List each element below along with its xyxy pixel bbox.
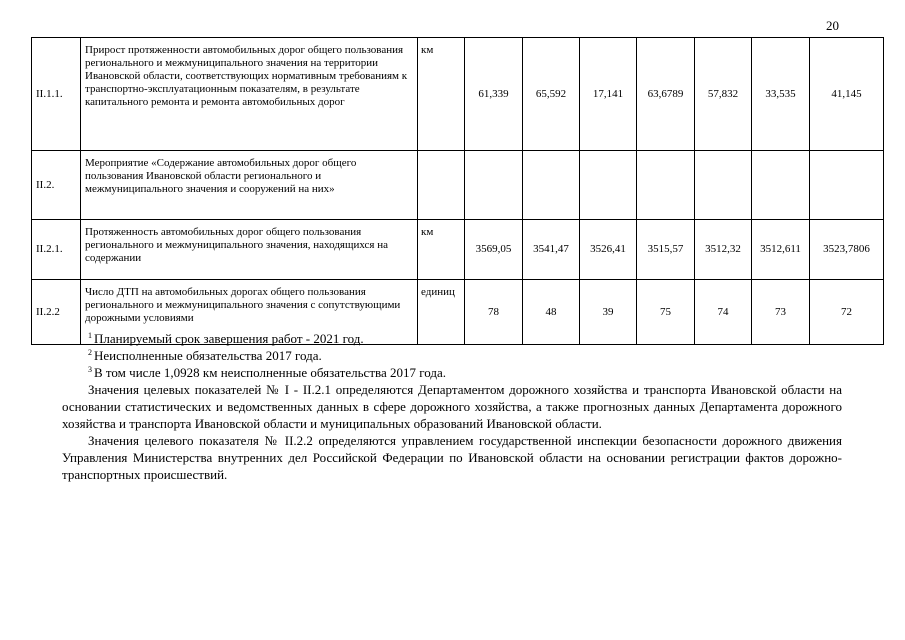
value-cell: 73 — [752, 280, 810, 345]
value-cell: 65,592 — [523, 38, 580, 151]
footnote-mark: 3 — [88, 365, 92, 374]
value-cell: 75 — [637, 280, 695, 345]
table-row — [32, 38, 884, 151]
row-unit — [418, 151, 465, 220]
footnote-text: В том числе 1,0928 км неисполненные обязательства 2017 года. — [94, 365, 447, 380]
value-cell — [637, 151, 695, 220]
value-cell: 17,141 — [580, 38, 637, 151]
value-cell: 63,6789 — [637, 38, 695, 151]
value-cell: 48 — [523, 280, 580, 345]
value-cell: 72 — [810, 280, 884, 345]
value-cell: 3541,47 — [523, 220, 580, 280]
indicators-table — [31, 37, 884, 345]
body-paragraph: Значения целевого показателя № II.2.2 определяются управлением государственной инспекции безопасности дорожного движения Управления Министерства внутренних дел Российской Федерации по Ивановской области на основании регистрации фактов дорожно-транспортных происшествий. — [62, 433, 842, 482]
table-row — [32, 220, 884, 280]
value-cell: 33,535 — [752, 38, 810, 151]
value-cell: 41,145 — [810, 38, 884, 151]
value-cell — [695, 151, 752, 220]
page-number: 20 — [826, 18, 839, 33]
value-cell: 39 — [580, 280, 637, 345]
body-paragraph: Значения целевых показателей № I - II.2.1 определяются Департаментом дорожного хозяйства и транспорта Ивановской области на основании статистических и ведомственных данных в сфере дорожного хозяйства, а также прогнозных данных Департамента дорожного хозяйства и транспорта Ивановской области и муниципальных образований Ивановской области. — [62, 382, 842, 431]
value-cell: 3515,57 — [637, 220, 695, 280]
row-description: Прирост протяженности автомобильных дорог общего пользования регионального и межмуниципального значения на территории Ивановской области, соответствующих нормативным требованиям к транспортно-эксплуатационным показателям, в результате капитального ремонта и ремонта автомобильных дорог — [81, 38, 418, 151]
value-cell — [523, 151, 580, 220]
value-cell: 61,339 — [465, 38, 523, 151]
row-number: II.2. — [32, 151, 81, 220]
notes-section — [62, 330, 842, 483]
footnote-mark: 1 — [88, 331, 92, 340]
value-cell: 3512,32 — [695, 220, 752, 280]
value-cell — [465, 151, 523, 220]
value-cell: 78 — [465, 280, 523, 345]
row-unit: км — [418, 220, 465, 280]
table-row — [32, 151, 884, 220]
footnote-mark: 2 — [88, 348, 92, 357]
value-cell: 3526,41 — [580, 220, 637, 280]
row-number: II.1.1. — [32, 38, 81, 151]
row-unit: единиц — [418, 280, 465, 345]
row-description: Число ДТП на автомобильных дорогах общего пользования регионального и межмуниципального значения с сопутствующими дорожными условиями — [81, 280, 418, 345]
value-cell — [752, 151, 810, 220]
footnote-text: Планируемый срок завершения работ - 2021 год. — [94, 331, 364, 346]
value-cell — [810, 151, 884, 220]
footnote — [62, 364, 842, 381]
value-cell: 3569,05 — [465, 220, 523, 280]
value-cell: 3512,611 — [752, 220, 810, 280]
value-cell: 57,832 — [695, 38, 752, 151]
row-description: Протяженность автомобильных дорог общего пользования регионального и межмуниципального значения, находящихся на содержании — [81, 220, 418, 280]
value-cell: 3523,7806 — [810, 220, 884, 280]
footnote — [62, 347, 842, 364]
row-unit: км — [418, 38, 465, 151]
row-number: II.2.2 — [32, 280, 81, 345]
footnote — [62, 330, 842, 347]
value-cell — [580, 151, 637, 220]
row-description: Мероприятие «Содержание автомобильных дорог общего пользования Ивановской области регионального и межмуниципального значения и сооружений на них» — [81, 151, 418, 220]
row-number: II.2.1. — [32, 220, 81, 280]
value-cell: 74 — [695, 280, 752, 345]
footnote-text: Неисполненные обязательства 2017 года. — [94, 348, 322, 363]
